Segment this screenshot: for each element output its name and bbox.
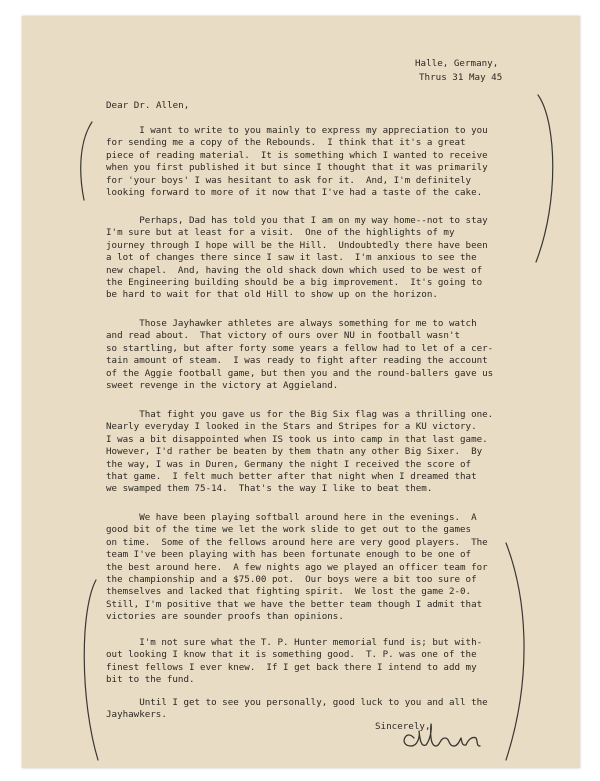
paragraph-big-six: That fight you gave us for the Big Six flag was a thrilling one. Nearly everyday I looked in the Stars and Stripes for a KU victory. I was a bit disappointed when IS took us into camp in that last game. However, I'd rather be beaten by them thatn any other Big Sixer. By the way, I was in Duren, Germany the night I received the score of that game. I felt much better after that night when I dreamed that we swamped them 75-14. That's the way I like to beat them.: [106, 409, 494, 495]
letter-salutation: Dear Dr. Allen,: [106, 100, 190, 111]
letter-place: Halle, Germany,: [415, 58, 499, 69]
paragraph-appreciation: I want to write to you mainly to express my appreciation to you for sending me a copy of the Rebounds. I think that it's a great piece of reading material. It is something which I wanted to receive when you first published it but since I thought that it was primarily for 'your boys' I was hesitant to ask for it. And, I'm definitely looking forward to more of it now that I've had a taste of the cake.: [106, 125, 488, 199]
left-bracket-lower-mark: [84, 580, 98, 760]
right-bracket-upper-mark: [536, 95, 553, 262]
right-bracket-lower-mark: [506, 543, 524, 760]
paragraph-homecoming: Perhaps, Dad has told you that I am on my way home--not to stay I'm sure but at least for a visit. One of the highlights of my journey through I hope will be the Hill. Undoubtedly there have been a lot of changes there since I saw it last. I'm anxious to see the new chapel. And, having the old shack down which used to be west of the Engineering building should be a big improvement. It's going to be hard to wait for that old Hill to show up on the horizon.: [106, 215, 488, 301]
letter-closing: Sincerely,: [375, 721, 431, 732]
left-bracket-upper-mark: [81, 122, 92, 200]
paragraph-softball: We have been playing softball around here in the evenings. A good bit of the time we let the work slide to get out to the games on time. Some of the fellows around here are very good players. The team I've been playing with has been fortunate enough to be one of the best around here. A few nights ago we played an officer team for the championship and a $75.00 pot. Our boys were a bit too sure of themselves and lacked that fighting spirit. We lost the game 2-0. Still, I'm positive that we have the better team though I admit that victories are sounder proofs than opinions.: [106, 512, 488, 623]
paragraph-football: Those Jayhawker athletes are always something for me to watch and read about. That victory of ours over NU in football wasn't so startling, but after forty some years a fellow had to let of a cer- tain amount of steam. I was ready to fight after reading the account of the Aggie football game, but then you and the round-ballers gave us sweet revenge in the victory at Aggieland.: [106, 318, 494, 392]
letter-date: Thrus 31 May 45: [419, 72, 503, 83]
paragraph-farewell: Until I get to see you personally, good luck to you and all the Jayhawkers.: [106, 697, 488, 721]
signature-mark: [404, 724, 480, 746]
paragraph-hunter-fund: I'm not sure what the T. P. Hunter memorial fund is; but with- out looking I know that it is something good. T. P. was one of the finest fellows I ever knew. If I get back there I intend to add my bit to the fund.: [106, 637, 483, 686]
